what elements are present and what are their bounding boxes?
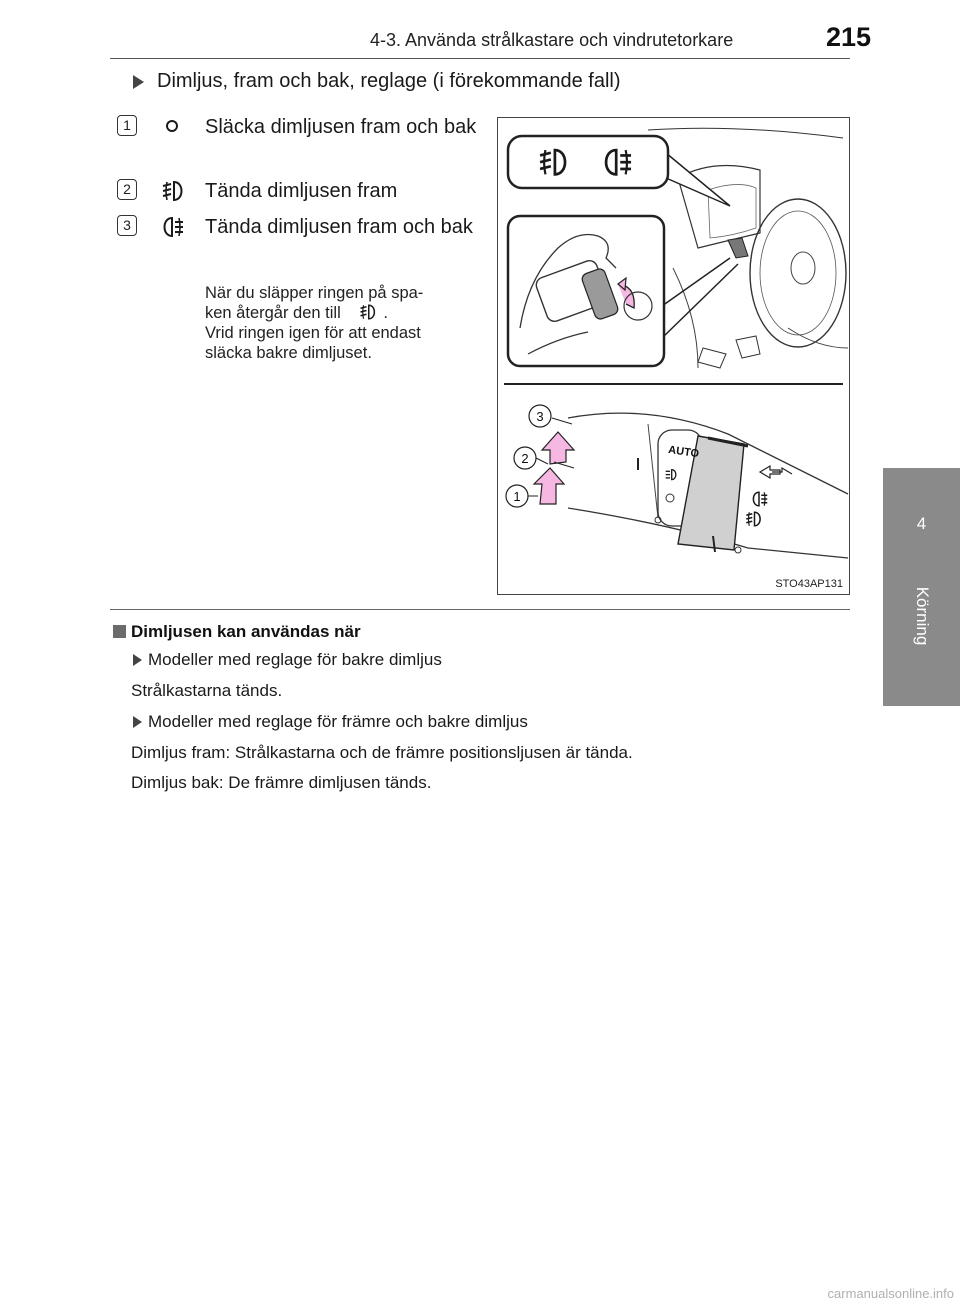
note-line-2-text: ken återgår den till: [205, 304, 341, 322]
item-text-2: Tända dimljusen fram: [205, 180, 398, 202]
fog-light-switch-illustration: [497, 117, 850, 595]
item-text-1: Släcka dimljusen fram och bak: [205, 116, 477, 138]
page-number: 215: [826, 22, 872, 52]
header-rule: [110, 58, 850, 59]
subsection-heading: Dimljusen kan användas när: [131, 622, 361, 641]
item-text-3: Tända dimljusen fram och bak: [205, 216, 473, 238]
chapter-side-tab: [883, 468, 960, 706]
note-line-2-end: .: [383, 304, 388, 322]
model-line-1: Modeller med reglage för bakre dimljus: [148, 650, 442, 669]
note-paragraph: [205, 283, 477, 363]
subsection-marker-icon: [113, 625, 126, 638]
running-header-title: 4-3. Använda strålkastare och vindrutetorkare: [370, 30, 734, 50]
item-number-1: 1: [117, 115, 137, 136]
figure-label-1: 1: [513, 489, 521, 504]
illustration-drawing: [498, 118, 849, 594]
model-bullet-icon: [133, 654, 142, 666]
item-number-2: 2: [117, 179, 137, 200]
figure-label-3: 3: [536, 409, 544, 424]
usage-line-2: Dimljus fram: Strålkastarna och de främre positionsljusen är tända.: [131, 743, 633, 762]
front-fog-icon: [357, 303, 379, 321]
section-separator: [110, 609, 850, 610]
front-fog-icon: [160, 179, 186, 203]
model-bullet-icon: [133, 716, 142, 728]
chapter-number: 4: [916, 514, 927, 533]
usage-line-3: Dimljus bak: De främre dimljusen tänds.: [131, 773, 432, 792]
note-line-4: släcka bakre dimljuset.: [205, 344, 372, 362]
figure-code: STO43AP131: [775, 578, 843, 590]
figure-label-2: 2: [521, 451, 529, 466]
note-line-2: [205, 303, 477, 323]
off-circle-icon: [164, 118, 180, 134]
usage-line-1: Strålkastarna tänds.: [131, 681, 283, 700]
model-line-2: Modeller med reglage för främre och bakre dimljus: [148, 712, 528, 731]
rear-fog-icon: [160, 215, 186, 239]
chapter-label: Körning: [912, 586, 932, 646]
section-bullet-icon: [133, 75, 144, 89]
item-number-3: 3: [117, 215, 137, 236]
note-line-1: När du släpper ringen på spa-: [205, 284, 424, 302]
footer-watermark: carmanualsonline.info: [827, 1286, 954, 1301]
auto-label: AUTO: [667, 443, 700, 461]
note-line-3: Vrid ringen igen för att endast: [205, 324, 421, 342]
section-heading: Dimljus, fram och bak, reglage (i förekommande fall): [157, 70, 621, 92]
